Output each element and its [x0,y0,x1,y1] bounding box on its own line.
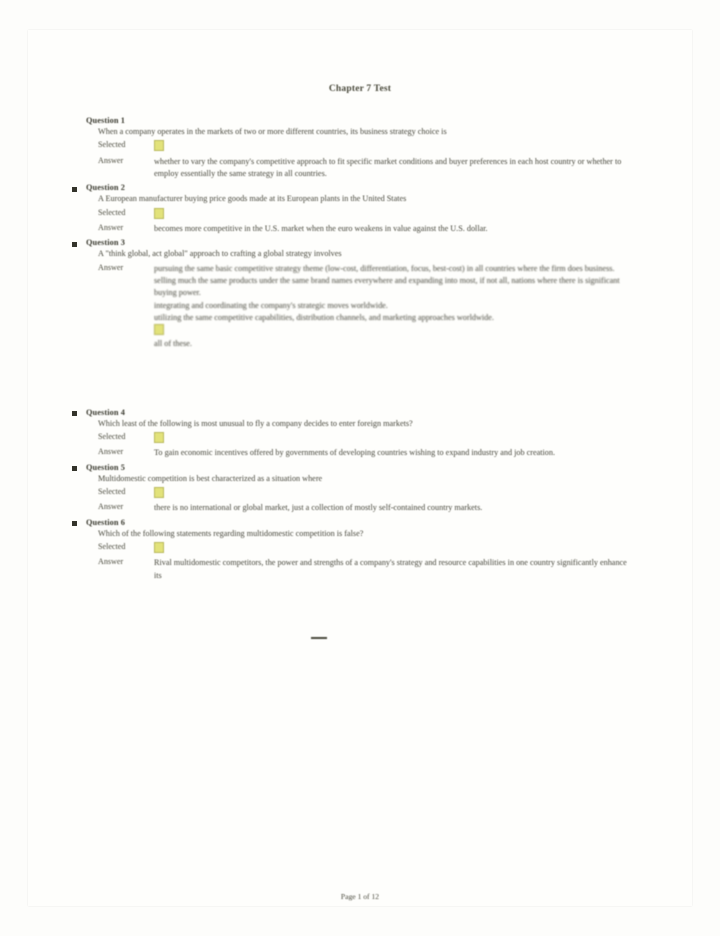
answer-choice-mark [154,324,634,338]
question-block [86,463,634,515]
question-block [86,408,634,460]
highlight-mark-icon [154,487,164,498]
question-heading: Question 6 [86,517,126,527]
answer-rows [98,432,634,460]
selected-label: Selected [98,140,126,150]
answer-label: Answer [98,447,124,457]
answer-rows [98,208,634,236]
highlight-mark-icon [154,324,164,335]
selected-row [98,208,634,222]
selected-label: Selected [98,432,126,442]
answer-row [98,156,634,181]
answer-rows [98,140,634,180]
page-gap [86,354,634,408]
selected-label: Selected [98,487,126,497]
selected-value [154,487,634,501]
document-title: Chapter 7 Test [328,84,392,94]
bullet-icon [72,466,77,471]
answer-value: To gain economic incentives offered by governments of developing countries wishing to expand industry and job creation. [154,448,556,458]
question-heading: Question 3 [86,238,126,248]
question-block [86,238,634,350]
answer-choice: selling much the same products under the same brand names everywhere and expanding into most, if not all, nations where there is significant buying power. [154,276,620,298]
answer-rows [98,263,634,351]
highlight-mark-icon [154,542,164,553]
selected-row [98,432,634,446]
answer-rows [98,542,634,582]
highlight-mark-icon [154,432,164,443]
selected-row [98,140,634,154]
question-text: Multidomestic competition is best characterized as a situation where [98,473,323,483]
answer-choice-list [154,263,634,351]
question-text: A "think global, act global" approach to crafting a global strategy involves [98,249,342,259]
selected-value [154,542,634,556]
answer-row [98,223,634,235]
question-text: Which of the following statements regarding multidomestic competition is false? [98,528,364,538]
pen-mark [311,637,327,639]
selected-label: Selected [98,542,126,552]
question-heading: Question 2 [86,183,126,193]
answer-row [98,502,634,514]
answer-label: Answer [98,557,124,567]
bullet-icon [72,242,77,247]
answer-row [98,557,634,582]
bullet-icon [72,411,77,416]
answer-value: there is no international or global market, just a collection of mostly self-contained country markets. [154,503,483,513]
selected-label: Selected [98,207,126,217]
answer-label: Answer [98,223,124,232]
answer-row [98,263,634,351]
answer-choice: all of these. [154,339,192,349]
question-block [86,116,634,180]
question-heading: Question 1 [86,116,126,125]
highlight-mark-icon [154,208,164,219]
answer-value: becomes more competitive in the U.S. market when the euro weakens in value against the U.S. dollar. [154,224,488,233]
answer-row [98,447,634,459]
bullet-icon [72,521,77,526]
highlight-mark-icon [154,140,164,151]
document-content [86,116,634,585]
selected-value [154,140,634,154]
answer-choice: pursuing the same basic competitive strategy theme (low-cost, differentiation, focus, best-cost) in all countries where the firm does business. [154,263,615,273]
bullet-icon [72,187,77,192]
document-sheet [28,30,692,906]
question-block [86,518,634,582]
question-text: A European manufacturer buying price goods made at its European plants in the United States [98,194,407,204]
selected-value [154,432,634,446]
question-block [86,183,634,235]
answer-label: Answer [98,262,124,272]
page-footer: Page 1 of 12 [340,892,380,901]
selected-value [154,208,634,222]
question-text: Which least of the following is most unusual to fly a company decides to enter foreign markets? [98,418,413,428]
answer-value: Rival multidomestic competitors, the power and strengths of a company's strategy and resource capabilities in one country significantly enhance its [154,558,627,580]
answer-value: whether to vary the company's competitive approach to fit specific market conditions and buyer preferences in each host country or whether to employ essentially the same strategy in all countries. [154,156,622,178]
answer-choice: integrating and coordinating the company's strategic moves worldwide. [154,300,388,310]
selected-row [98,542,634,556]
answer-label: Answer [98,155,124,165]
question-heading: Question 5 [86,462,126,472]
answer-rows [98,487,634,515]
question-text: When a company operates in the markets of two or more different countries, its business strategy choice is [98,127,447,136]
question-heading: Question 4 [86,407,126,417]
answer-choice: utilizing the same competitive capabilities, distribution channels, and marketing approaches worldwide. [154,312,494,322]
selected-row [98,487,634,501]
answer-label: Answer [98,502,124,512]
